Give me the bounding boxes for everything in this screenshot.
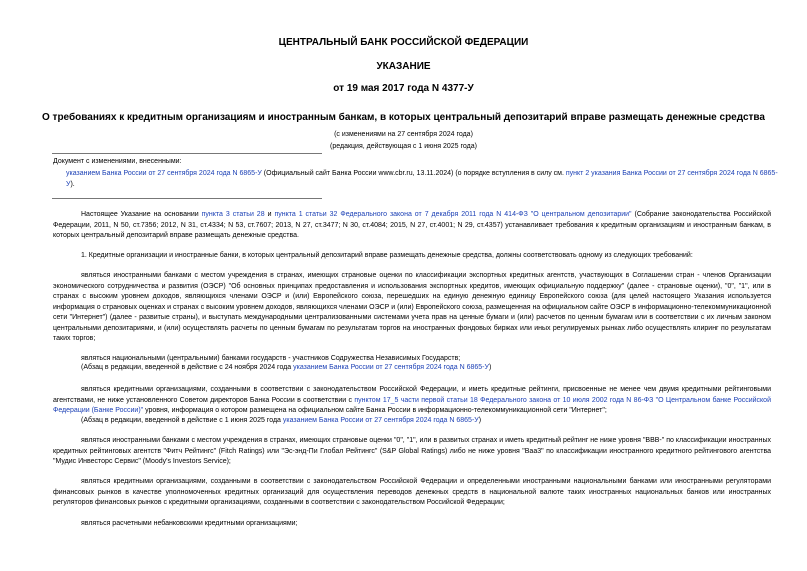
- edition-effective-note: (редакция, действующая с 1 июня 2025 года): [330, 143, 477, 150]
- note-2-text: (Абзац в редакции, введенной в действие с 24 ноября 2024 года: [81, 364, 294, 371]
- requirement-4-text: являться иностранными банками с местом учреждения в странах, имеющих страновые оценки "0", "1", или в развитых странах и иметь кредитный рейтинг не ниже уровня "BBB-" по классификации иностранных кредитных рейтинговых агентств "Фитч Рейтингс" (Fitch Ratings) или "Эс-энд-Пи Глобал Рейтингс" (S&P Global Ratings) либо не ниже уровня "Baa3" по классификации иностранного кредитного рейтингового агентства "Мудис Инвесторс Сервис" (Moody's Investors Service);: [53, 437, 771, 465]
- requirement-3: [53, 385, 771, 417]
- note-3-end: ): [478, 417, 482, 424]
- divider-bottom: [52, 198, 322, 199]
- divider-top: [52, 153, 322, 154]
- law-article-28-link[interactable]: пункта 3 статьи 28: [201, 211, 265, 218]
- edition-changes-note: (с изменениями на 27 сентября 2024 года): [334, 131, 473, 138]
- requirement-6-text: являться расчетными небанковскими кредитными организациями;: [81, 520, 298, 527]
- requirement-2-text: являться национальными (центральными) банками государств - участников Содружества Независимых Государств;: [81, 355, 461, 362]
- requirement-3-text-1: являться кредитными организациями, созданными в соответствии с законодательством Российской Федерации, и иметь кредитные рейтинги, присвоенные не менее чем двумя кредитными рейтинговыми агентствами, не ниже установленного Советом директоров Банка России в соответствии с: [53, 386, 771, 404]
- requirement-3-text-2: уровня, информация о котором размещена на официальном сайте Банка России в информационно-телекоммуникационной сети "Интернет";: [143, 407, 607, 414]
- requirement-1-text: являться иностранными банками с местом учреждения в странах, имеющих страновые оценки по классификации экспортных кредитных агентств, участвующих в Соглашении стран - членов Организации экономического сотрудничества и развития (ОЭСР) "Об основных принципах предоставления и использования экспортных кредитов, имеющих официальную поддержку" (далее - страновые оценки), "0", "1", или в странах с высоким уровнем доходов, являющихся членами ОЭСР и (или) Европейского союза, перешедших на единую денежную единицу Европейского союза (для целей настоящего Указания используется информация о страновых оценках и странах с высоким уровнем доходов, являющихся членами ОЭСР и (или) Европейского союза, размещенная на официальном сайте ОЭСР в информационно-телекоммуникационной сети "Интернет") (далее - развитые страны), и выступать международными централизованными системами учета прав на ценные бумаги и (или) расчетов по ценным бумагам или в соответствии с их личным законом центральными депозитариями, и (или) осуществлять расчеты по ценным бумагам по результатам торгов на иностранных фондовых биржах или иных регулируемых рынках либо осуществлять клиринг по результатам таких торгов;: [53, 272, 771, 342]
- requirement-2-note: [81, 364, 491, 371]
- note-3-text: (Абзац в редакции, введенной в действие с 1 июня 2025 года: [81, 417, 283, 424]
- changes-text-end: ).: [70, 181, 75, 188]
- changes-text: (Официальный сайт Банка России www.cbr.ru, 13.11.2024) (о порядке вступления в силу см.: [261, 170, 566, 177]
- doc-type-heading: УКАЗАНИЕ: [376, 61, 431, 72]
- date-number-heading: от 19 мая 2017 года N 4377-У: [333, 83, 474, 94]
- intro-text-3: (Собрание законодательства Российской Федерации, 2011, N 50, ст.7356; 2012, N 31, ст.4334; N 53, ст.7607; 2013, N 27, ст.3477; N 30, ст.4084; 2015, N 27, ст.4001; N 29, ст.4357) устанавливает требования к кредитным организациям и иностранным банкам, в которых центральный депозитарий вправе размещать денежные средства.: [53, 211, 771, 239]
- requirement-3-note: [81, 417, 481, 424]
- federal-law-86-link[interactable]: пунктом 17_5 части первой статьи 18 Федерального закона от 10 июля 2002 года N 86-ФЗ "О Центральном банке Российской Федерации (Банке России)": [53, 396, 771, 414]
- entry-into-force-link[interactable]: пункт 2 указания Банка России от 27 сентября 2024 года N 6865-У: [66, 170, 778, 188]
- note-2-link[interactable]: указанием Банка России от 27 сентября 2024 года N 6865-У: [293, 364, 489, 371]
- requirement-6: [53, 519, 771, 530]
- point-1-paragraph: [53, 251, 771, 262]
- note-3-link[interactable]: указанием Банка России от 27 сентября 2024 года N 6865-У: [282, 417, 479, 424]
- issuer-heading: ЦЕНТРАЛЬНЫЙ БАНК РОССИЙСКОЙ ФЕДЕРАЦИИ: [278, 37, 529, 48]
- changes-label: Документ с изменениями, внесенными:: [53, 158, 182, 165]
- amending-act-link[interactable]: указанием Банка России от 27 сентября 2024 года N 6865-У: [66, 170, 262, 177]
- changes-body: [66, 168, 778, 190]
- document-title: О требованиях к кредитным организациям и иностранным банкам, в которых центральный депозитарий вправе размещать денежные средства: [41, 112, 765, 123]
- requirement-2: [53, 354, 771, 365]
- requirement-1: [53, 271, 771, 345]
- requirement-4: [53, 436, 771, 468]
- requirement-5-text: являться кредитными организациями, созданными в соответствии с законодательством Российской Федерации и определенными иностранными национальными банками или иностранными регуляторами финансовых рынков в качестве уполномоченных кредитных организаций для осуществления переводов денежных средств в национальной валюте таких иностранных национальных банков или иностранных регуляторов финансовых рынков с кредитными организациями, созданными в соответствии с законодательством Российской Федерации;: [53, 478, 771, 506]
- federal-law-414-link[interactable]: пункта 1 статьи 32 Федерального закона от 7 декабря 2011 года N 414-ФЗ "О центральном депозитарии": [274, 211, 632, 218]
- point-1-text: 1. Кредитные организации и иностранные банки, в которых центральный депозитарий вправе размещать денежные средства, должны соответствовать одному из следующих требований:: [81, 252, 693, 259]
- intro-text-1: Настоящее Указание на основании: [81, 211, 202, 218]
- intro-paragraph: [53, 210, 771, 242]
- requirement-5: [53, 477, 771, 509]
- note-2-end: ): [488, 364, 492, 371]
- intro-text-2: и: [264, 211, 275, 218]
